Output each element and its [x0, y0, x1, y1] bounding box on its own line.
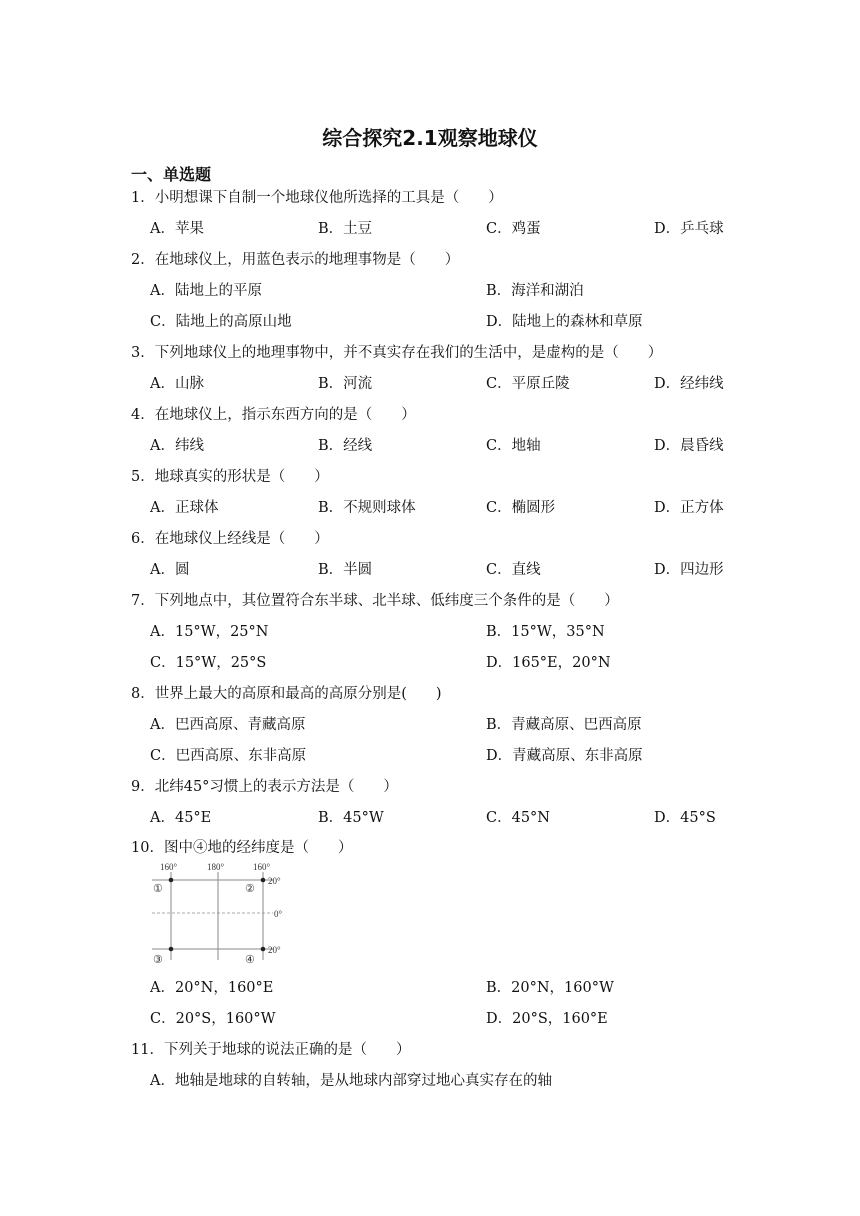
question-6: 6．在地球仪上经线是（ ）	[131, 531, 329, 547]
point-3-label: ③	[153, 954, 163, 966]
question-11: 11．下列关于地球的说法正确的是（ ）	[131, 1042, 411, 1058]
question-7: 7．下列地点中，其位置符合东半球、北半球、低纬度三个条件的是（ ）	[131, 593, 619, 609]
point-4-dot	[261, 947, 266, 952]
q2-option-a: A．陆地上的平原	[150, 283, 262, 299]
q2-option-d: D．陆地上的森林和草原	[486, 314, 643, 330]
q8-option-c: C．巴西高原、东非高原	[150, 748, 307, 764]
q3-option-a: A．山脉	[150, 376, 204, 392]
q5-option-b: B．不规则球体	[318, 500, 416, 516]
q1-option-d: D．乒乓球	[654, 221, 724, 237]
q5-option-d: D．正方体	[654, 500, 724, 516]
q1-option-a: A．苹果	[150, 221, 204, 237]
q4-option-c: C．地轴	[486, 438, 541, 454]
page-title: 综合探究2.1观察地球仪	[322, 126, 538, 150]
q3-option-c: C．平原丘陵	[486, 376, 570, 392]
question-2: 2．在地球仪上，用蓝色表示的地理事物是（ ）	[131, 252, 460, 268]
q9-option-a: A．45°E	[150, 810, 212, 826]
question-9: 9．北纬45°习惯上的表示方法是（ ）	[131, 779, 398, 795]
q3-option-d: D．经纬线	[654, 376, 724, 392]
q9-option-d: D．45°S	[654, 810, 716, 826]
question-10: 10．图中④地的经纬度是（ ）	[131, 840, 353, 856]
q2-option-c: C．陆地上的高原山地	[150, 314, 292, 330]
q7-option-a: A．15°W，25°N	[150, 624, 269, 640]
q6-option-c: C．直线	[486, 562, 541, 578]
q8-option-a: A．巴西高原、青藏高原	[150, 717, 306, 733]
q11-option-a: A．地轴是地球的自转轴，是从地球内部穿过地心真实存在的轴	[150, 1073, 552, 1089]
lon-label-middle: 180°	[207, 862, 225, 872]
q1-option-c: C．鸡蛋	[486, 221, 541, 237]
q9-option-c: C．45°N	[486, 810, 550, 826]
q9-option-b: B．45°W	[318, 810, 384, 826]
q8-option-b: B．青藏高原、巴西高原	[486, 717, 642, 733]
question-4: 4．在地球仪上，指示东西方向的是（ ）	[131, 407, 416, 423]
point-3-dot	[169, 947, 174, 952]
q5-option-c: C．椭圆形	[486, 500, 556, 516]
section-heading: 一、单选题	[131, 165, 212, 184]
q2-option-b: B．海洋和湖泊	[486, 283, 584, 299]
q10-option-b: B．20°N，160°W	[486, 980, 614, 996]
q7-option-b: B．15°W，35°N	[486, 624, 605, 640]
q4-option-a: A．纬线	[150, 438, 204, 454]
point-1-dot	[169, 878, 174, 883]
point-2-dot	[261, 878, 266, 883]
point-2-label: ②	[245, 883, 255, 895]
question-5: 5．地球真实的形状是（ ）	[131, 469, 329, 485]
q10-option-d: D．20°S，160°E	[486, 1011, 608, 1027]
q10-option-c: C．20°S，160°W	[150, 1011, 276, 1027]
point-1-label: ①	[153, 883, 163, 895]
q5-option-a: A．正球体	[150, 500, 219, 516]
lon-label-left: 160°	[160, 862, 178, 872]
q6-option-b: B．半圆	[318, 562, 373, 578]
q1-option-b: B．土豆	[318, 221, 373, 237]
point-4-label: ④	[245, 954, 255, 966]
q8-option-d: D．青藏高原、东非高原	[486, 748, 643, 764]
lat-label-top: 20°	[268, 876, 281, 886]
question-3: 3．下列地球仪上的地理事物中，并不真实存在我们的生活中，是虚构的是（ ）	[131, 345, 663, 361]
lon-label-right: 160°	[253, 862, 271, 872]
q4-option-d: D．晨昏线	[654, 438, 724, 454]
question-1: 1．小明想课下自制一个地球仪他所选择的工具是（ ）	[131, 190, 503, 206]
q4-option-b: B．经线	[318, 438, 373, 454]
q7-option-d: D．165°E，20°N	[486, 655, 611, 671]
q6-option-a: A．圆	[150, 562, 190, 578]
lat-lon-grid-figure	[148, 860, 293, 970]
q6-option-d: D．四边形	[654, 562, 724, 578]
lat-label-bottom: 20°	[268, 945, 281, 955]
question-8: 8．世界上最大的高原和最高的高原分别是( )	[131, 686, 442, 702]
q7-option-c: C．15°W，25°S	[150, 655, 267, 671]
q3-option-b: B．河流	[318, 376, 373, 392]
lat-label-equator: 0°	[274, 909, 283, 919]
q10-option-a: A．20°N，160°E	[150, 980, 274, 996]
